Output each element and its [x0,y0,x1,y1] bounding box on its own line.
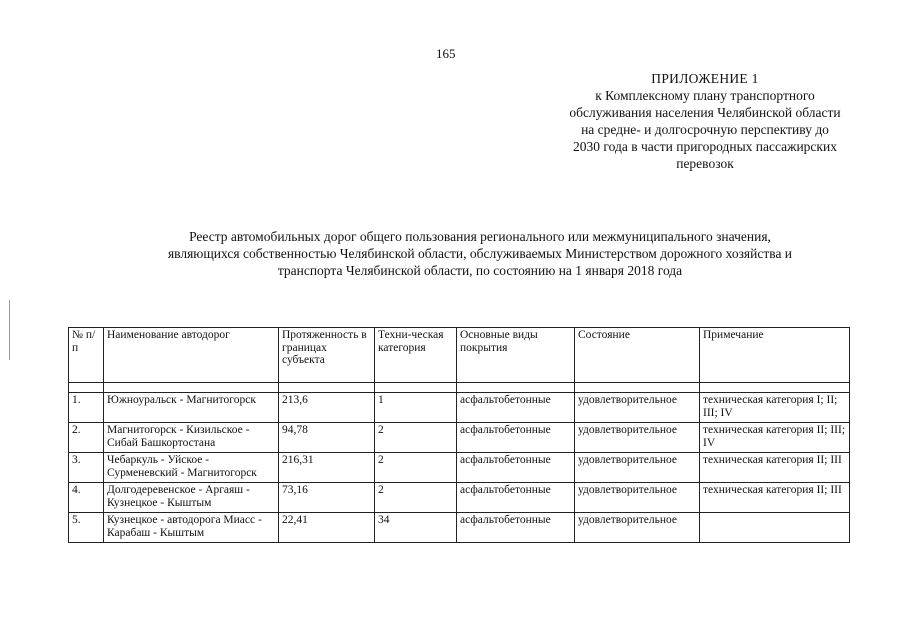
cell-condition: удовлетворительное [575,423,700,453]
table-row [69,513,850,543]
cell-condition: удовлетворительное [575,483,700,513]
cell-number: 5. [69,513,104,543]
cell-number: 2. [69,423,104,453]
cell-road-name: Южноуральск - Магнитогорск [104,393,279,423]
cell-note: техническая категория II; III; IV [700,423,850,453]
cell-number: 3. [69,453,104,483]
cell-road-name: Долгодеревенское - Аргаяш - Кузнецкое - Кыштым [104,483,279,513]
scan-edge-line [9,300,10,360]
cell-note: техническая категория II; III [700,483,850,513]
cell-number: 1. [69,393,104,423]
cell-length: 216,31 [279,453,375,483]
table-row [69,423,850,453]
roads-registry-table [68,327,850,543]
appendix-line: 2030 года в части пригородных пассажирских [573,139,837,154]
table-row [69,393,850,423]
cell-surface: асфальтобетонные [457,453,575,483]
header-category: Техни-ческая категория [375,328,457,383]
cell-condition: удовлетворительное [575,393,700,423]
cell-note: техническая категория I; II; III; IV [700,393,850,423]
table-row [69,483,850,513]
header-surface: Основные виды покрытия [457,328,575,383]
cell-surface: асфальтобетонные [457,393,575,423]
cell-length: 213,6 [279,393,375,423]
header-length: Протяженность в границах субъекта [279,328,375,383]
title-line: Реестр автомобильных дорог общего пользования регионального или межмуниципального значения, [189,229,771,244]
header-road-name: Наименование автодорог [104,328,279,383]
cell-surface: асфальтобетонные [457,423,575,453]
cell-condition: удовлетворительное [575,453,700,483]
appendix-block [520,70,890,172]
document-title [100,228,860,279]
table-row [69,453,850,483]
cell-length: 22,41 [279,513,375,543]
cell-category: 2 [375,483,457,513]
cell-road-name: Чебаркуль - Уйское - Сурменевский - Магнитогорск [104,453,279,483]
cell-number: 4. [69,483,104,513]
cell-road-name: Кузнецкое - автодорога Миасс - Карабаш - Кыштым [104,513,279,543]
cell-surface: асфальтобетонные [457,483,575,513]
cell-length: 94,78 [279,423,375,453]
header-note: Примечание [700,328,850,383]
title-line: транспорта Челябинской области, по состоянию на 1 января 2018 года [277,263,683,278]
cell-note [700,513,850,543]
cell-note: техническая категория II; III [700,453,850,483]
header-condition: Состояние [575,328,700,383]
cell-category: 2 [375,423,457,453]
appendix-line: к Комплексному плану транспортного [595,88,815,103]
title-line: являющихся собственностью Челябинской области, обслуживаемых Министерством дорожного хозяйства и [167,246,793,261]
page-number: 165 [436,46,456,61]
cell-condition: удовлетворительное [575,513,700,543]
header-number: № п/п [69,328,104,383]
cell-category: 1 [375,393,457,423]
appendix-line: перевозок [676,156,734,171]
table-gap-row [69,383,850,393]
cell-length: 73,16 [279,483,375,513]
cell-road-name: Магнитогорск - Кизильское - Сибай Башкортостана [104,423,279,453]
cell-surface: асфальтобетонные [457,513,575,543]
cell-category: 2 [375,453,457,483]
table-header-row [69,328,850,383]
cell-category: 34 [375,513,457,543]
appendix-line: на средне- и долгосрочную перспективу до [581,122,829,137]
appendix-line: обслуживания населения Челябинской области [569,105,841,120]
appendix-title: ПРИЛОЖЕНИЕ 1 [651,71,759,86]
